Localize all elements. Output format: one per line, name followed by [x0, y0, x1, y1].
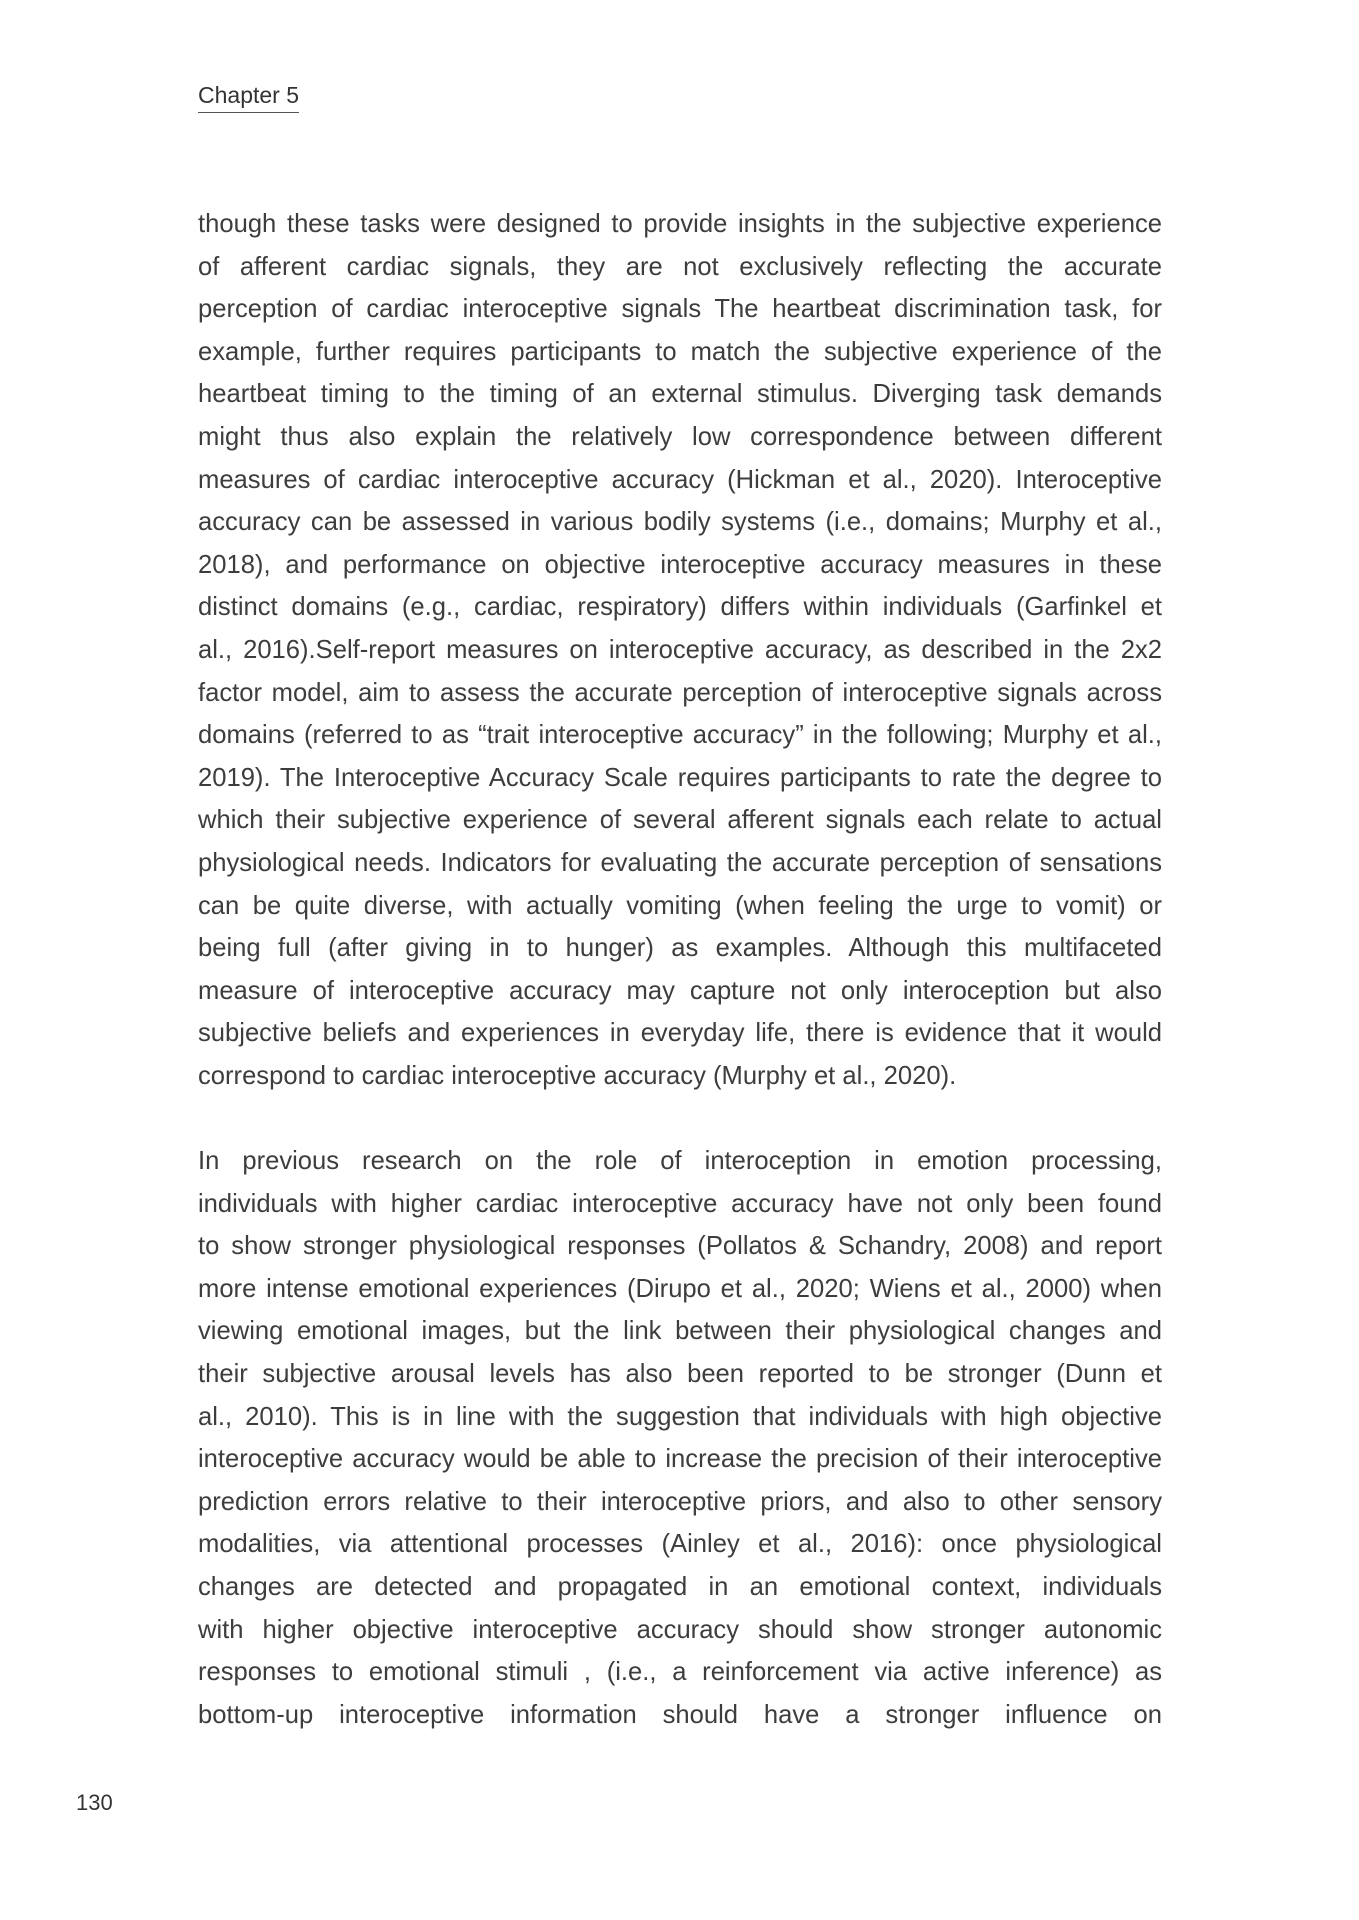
paragraph-line: more intense emotional experiences (Dirupo et al., 2020; Wiens et al., 2000) when	[198, 1274, 1162, 1303]
paragraph-line: measures of cardiac interoceptive accuracy (Hickman et al., 2020). Interoceptive	[198, 465, 1162, 494]
paragraph-line: measure of interoceptive accuracy may capture not only interoception but also	[198, 976, 1162, 1005]
paragraph-line: al., 2010). This is in line with the suggestion that individuals with high objective	[198, 1402, 1162, 1431]
paragraph-line: to show stronger physiological responses (Pollatos & Schandry, 2008) and report	[198, 1232, 1162, 1261]
paragraph-line: though these tasks were designed to provide insights in the subjective experience	[198, 210, 1162, 238]
paragraph-line: can be quite diverse, with actually vomiting (when feeling the urge to vomit) or	[198, 891, 1162, 920]
paragraph-line: perception of cardiac interoceptive signals The heartbeat discrimination task, for	[198, 295, 1162, 324]
paragraph-line: responses to emotional stimuli , (i.e., a reinforcement via active inference) as	[198, 1658, 1162, 1687]
page-number: 130	[76, 1790, 113, 1815]
paragraph-line: viewing emotional images, but the link between their physiological changes and	[198, 1317, 1162, 1346]
paragraph-line: might thus also explain the relatively low correspondence between different	[198, 422, 1162, 451]
paragraph-line: being full (after giving in to hunger) as examples. Although this multifaceted	[198, 934, 1162, 963]
body-paragraph-2	[198, 1140, 1162, 1736]
paragraph-line: physiological needs. Indicators for evaluating the accurate perception of sensations	[198, 848, 1162, 877]
paragraph-line: which their subjective experience of several afferent signals each relate to actual	[198, 806, 1162, 835]
paragraph-line: changes are detected and propagated in an emotional context, individuals	[198, 1572, 1162, 1601]
paragraph-line: factor model, aim to assess the accurate perception of interoceptive signals across	[198, 678, 1162, 707]
paragraph-line: al., 2016).Self-report measures on interoceptive accuracy, as described in the 2x2	[198, 635, 1162, 664]
paragraph-line: bottom-up interoceptive information should have a stronger influence on	[198, 1700, 1162, 1729]
paragraph-line: domains (referred to as “trait interoceptive accuracy” in the following; Murphy et al.,	[198, 721, 1162, 750]
paragraph-line: their subjective arousal levels has also been reported to be stronger (Dunn et	[198, 1359, 1162, 1388]
paragraph-line: with higher objective interoceptive accuracy should show stronger autonomic	[198, 1615, 1162, 1644]
body-paragraph-1	[198, 203, 1162, 1097]
paragraph-line: accuracy can be assessed in various bodily systems (i.e., domains; Murphy et al.,	[198, 508, 1162, 537]
paragraph-line: example, further requires participants to match the subjective experience of the	[198, 337, 1162, 366]
paragraph-line: correspond to cardiac interoceptive accuracy (Murphy et al., 2020).	[198, 1061, 957, 1090]
running-head: Chapter 5	[198, 82, 299, 113]
paragraph-line: of afferent cardiac signals, they are not exclusively reflecting the accurate	[198, 252, 1162, 281]
paragraph-line: modalities, via attentional processes (Ainley et al., 2016): once physiological	[198, 1530, 1162, 1559]
paragraph-line: interoceptive accuracy would be able to increase the precision of their interoceptive	[198, 1445, 1162, 1474]
paragraph-line: In previous research on the role of interoception in emotion processing,	[198, 1147, 1162, 1175]
paragraph-line: individuals with higher cardiac interoceptive accuracy have not only been found	[198, 1189, 1162, 1218]
paragraph-line: prediction errors relative to their interoceptive priors, and also to other sensory	[198, 1487, 1162, 1516]
paragraph-line: 2018), and performance on objective interoceptive accuracy measures in these	[198, 550, 1162, 579]
paragraph-line: subjective beliefs and experiences in everyday life, there is evidence that it would	[198, 1019, 1162, 1048]
paragraph-line: 2019). The Interoceptive Accuracy Scale requires participants to rate the degree to	[198, 763, 1162, 792]
paragraph-line: distinct domains (e.g., cardiac, respiratory) differs within individuals (Garfinkel et	[198, 593, 1162, 622]
paragraph-line: heartbeat timing to the timing of an external stimulus. Diverging task demands	[198, 380, 1162, 409]
